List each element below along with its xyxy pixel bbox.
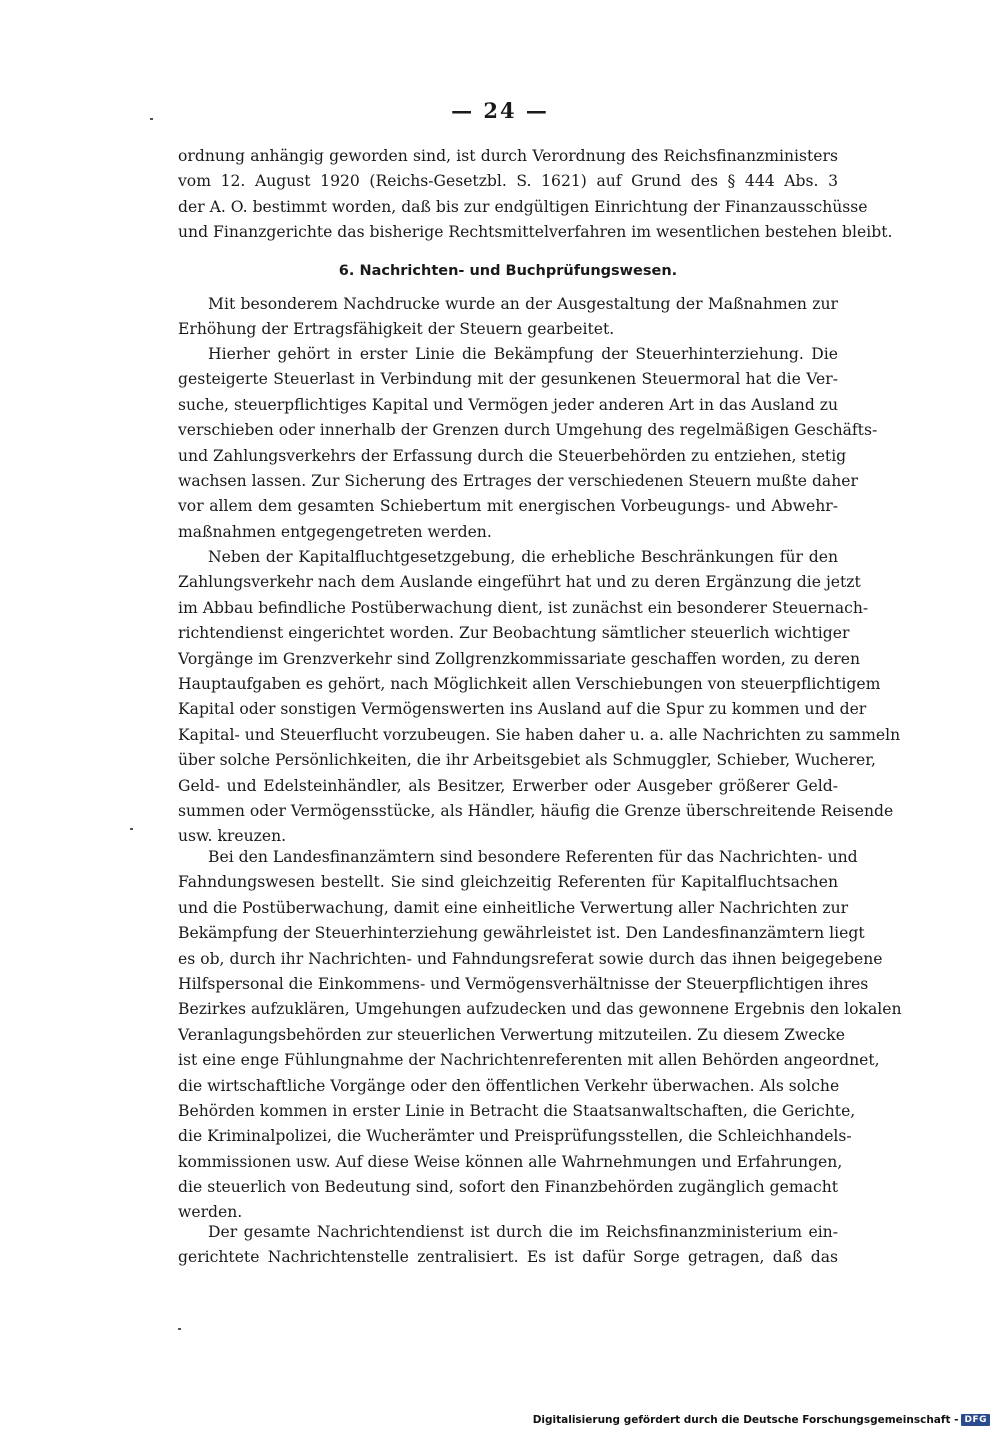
text-line: gerichtete Nachrichtenstelle zentralisiert. Es ist dafür Sorge getragen, daß das [178, 1248, 838, 1267]
scan-speck [178, 1328, 181, 1330]
paragraph-tax-evasion [178, 342, 878, 545]
text-line: summen oder Vermögensstücke, als Händler, häufig die Grenze überschreitende Reisende [178, 801, 894, 820]
paragraph-continuation [178, 144, 893, 246]
text-line: und Finanzgerichte das bisherige Rechtsmittelverfahren im wesentlichen bestehen bleibt. [178, 223, 893, 242]
text-line: Bei den Landesfinanzämtern sind besondere Referenten für das Nachrichten- und [208, 848, 858, 866]
text-line: und die Postüberwachung, damit eine einheitliche Verwertung aller Nachrichten zur [178, 898, 849, 917]
text-line: der A. O. bestimmt worden, daß bis zur endgültigen Einrichtung der Finanzausschüsse [178, 197, 868, 216]
text-line: Mit besonderem Nachdrucke wurde an der Ausgestaltung der Maßnahmen zur [208, 295, 838, 313]
text-line: werden. [178, 1203, 243, 1222]
text-line: Vorgänge im Grenzverkehr sind Zollgrenzkommissariate geschaffen worden, zu deren [178, 649, 860, 668]
text-line: gesteigerte Steuerlast in Verbindung mit der gesunkenen Steuermoral hat die Ver- [178, 370, 838, 389]
text-line: Hauptaufgaben es gehört, nach Möglichkeit allen Verschiebungen von steuerpflichtigem [178, 674, 881, 693]
footer-text: Digitalisierung gefördert durch die Deutsche Forschungsgemeinschaft - [532, 1414, 959, 1426]
text-line: suche, steuerpflichtiges Kapital und Vermögen jeder anderen Art in das Ausland zu [178, 395, 839, 414]
text-line: Erhöhung der Ertragsfähigkeit der Steuern gearbeitet. [178, 320, 615, 339]
text-line: Hilfspersonal die Einkommens- und Vermögensverhältnisse der Steuerpflichtigen ihres [178, 974, 869, 993]
text-line: Zahlungsverkehr nach dem Auslande eingeführt hat und zu deren Ergänzung die jetzt [178, 573, 861, 592]
text-line: die wirtschaftliche Vorgänge oder den öffentlichen Verkehr überwachen. Als solche [178, 1076, 840, 1095]
text-line: vom 12. August 1920 (Reichs-Gesetzbl. S. 1621) auf Grund des § 444 Abs. 3 [178, 172, 838, 191]
text-line: Veranlagungsbehörden zur steuerlichen Verwertung mitzuteilen. Zu diesem Zwecke [178, 1025, 845, 1044]
text-line: Der gesamte Nachrichtendienst ist durch die im Reichsfinanzministerium ein- [208, 1223, 838, 1241]
text-line: Geld- und Edelsteinhändler, als Besitzer, Erwerber oder Ausgeber größerer Geld- [178, 776, 838, 795]
text-line: richtendienst eingerichtet worden. Zur Beobachtung sämtlicher steuerlich wichtiger [178, 624, 850, 643]
text-line: Fahndungswesen bestellt. Sie sind gleichzeitig Referenten für Kapitalfluchtsachen [178, 873, 838, 892]
paragraph-capital-flight [178, 545, 901, 850]
dfg-logo: DFG [961, 1414, 990, 1426]
text-line: kommissionen usw. Auf diese Weise können alle Wahrnehmungen und Erfahrungen, [178, 1152, 843, 1171]
text-line: usw. kreuzen. [178, 827, 287, 846]
text-line: Bezirkes aufzuklären, Umgehungen aufzudecken und das gewonnene Ergebnis den lokalen [178, 1000, 902, 1019]
text-line: Hierher gehört in erster Linie die Bekämpfung der Steuerhinterziehung. Die [208, 345, 838, 363]
text-line: ordnung anhängig geworden sind, ist durch Verordnung des Reichsfinanzministers [178, 147, 838, 165]
text-line: im Abbau befindliche Postüberwachung dient, ist zunächst ein besonderer Steuernach- [178, 598, 869, 617]
text-line: Kapital oder sonstigen Vermögenswerten ins Ausland auf die Spur zu kommen und der [178, 700, 867, 719]
page-number: — 24 — [451, 98, 549, 123]
paragraph-measures [178, 292, 838, 343]
text-line: die steuerlich von Bedeutung sind, sofort den Finanzbehörden zugänglich gemacht [178, 1178, 838, 1197]
text-line: Neben der Kapitalfluchtgesetzgebung, die erhebliche Beschränkungen für den [208, 548, 838, 566]
text-line: vor allem dem gesamten Schiebertum mit energischen Vorbeugungs- und Abwehr- [178, 497, 838, 516]
text-line: ist eine enge Fühlungnahme der Nachrichtenreferenten mit allen Behörden angeordnet, [178, 1051, 880, 1070]
text-line: maßnahmen entgegengetreten werden. [178, 522, 492, 541]
text-line: verschieben oder innerhalb der Grenzen durch Umgehung des regelmäßigen Geschäfts- [178, 421, 878, 440]
scan-speck [130, 828, 133, 830]
text-line: die Kriminalpolizei, die Wucherämter und Preisprüfungsstellen, die Schleichhandels- [178, 1127, 852, 1146]
footer-credit [533, 1414, 990, 1426]
text-line: über solche Persönlichkeiten, die ihr Arbeitsgebiet als Schmuggler, Schieber, Wucherer, [178, 751, 876, 770]
text-line: wachsen lassen. Zur Sicherung des Ertrages der verschiedenen Steuern mußte daher [178, 471, 858, 490]
text-line: Bekämpfung der Steuerhinterziehung gewährleistet ist. Den Landesfinanzämtern liegt [178, 924, 865, 943]
text-line: Kapital- und Steuerflucht vorzubeugen. Sie haben daher u. a. alle Nachrichten zu sammeln [178, 725, 901, 744]
text-line: es ob, durch ihr Nachrichten- und Fahndungsreferat sowie durch das ihnen beigegebene [178, 949, 883, 968]
text-line: Behörden kommen in erster Linie in Betracht die Staatsanwaltschaften, die Gerichte, [178, 1101, 856, 1120]
section-heading: 6. Nachrichten- und Buchprüfungswesen. [338, 263, 678, 279]
paragraph-intelligence-service [178, 1220, 838, 1271]
paragraph-state-finance-offices [178, 845, 902, 1226]
text-line: und Zahlungsverkehrs der Erfassung durch die Steuerbehörden zu entziehen, stetig [178, 446, 847, 465]
scan-speck [150, 118, 153, 120]
